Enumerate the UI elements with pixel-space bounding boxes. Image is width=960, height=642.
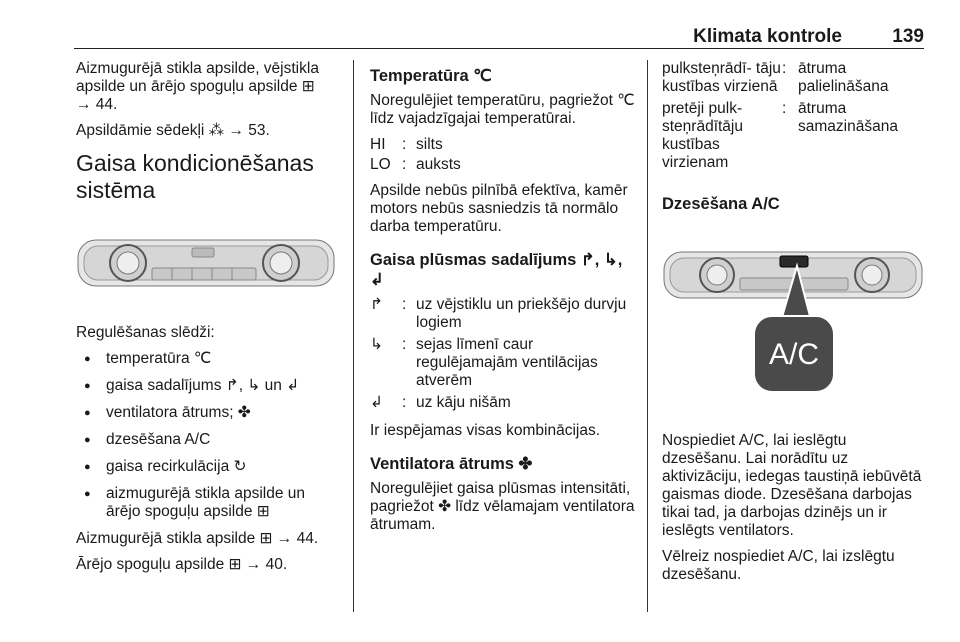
list-item: ● temperatūra ℃	[76, 350, 342, 368]
paragraph-fan: Noregulējiet gaisa plūsmas intensitāti, pagriežot ✤ līdz vēlamajam ventilatora ātrumam.	[370, 480, 635, 533]
paragraph-ac-off: Vēlreiz nospiediet A/C, lai izslēgtu dzesēšanu.	[662, 548, 895, 583]
page-title: Klimata kontrole	[693, 26, 842, 47]
column-right	[662, 60, 924, 592]
paragraph-rear-window: Aizmugurējā stikla apsilde ⊞ → 44.	[76, 530, 319, 547]
row-clockwise: pulksteņrādī- tāju kustības virzienā : ātruma palielināšana	[662, 60, 889, 95]
column-left	[76, 60, 342, 582]
ac-callout-label: A/C	[768, 338, 819, 371]
paragraph-temperature: Noregulējiet temperatūru, pagriežot ℃ līdz vajadzīgajai temperatūrai.	[370, 92, 635, 127]
paragraph-heating: Aizmugurējā stikla apsilde, vējstikla apsilde un ārējo spoguļu apsilde ⊞ → 44.	[76, 60, 319, 113]
list-item: ● gaisa sadalījums ↱, ↳ un ↲	[76, 377, 342, 395]
page-number: 139	[892, 26, 924, 47]
paragraph-air-note: Ir iespējamas visas kombinācijas.	[370, 422, 601, 439]
row-air: ↳ : sejas līmenī caur regulējamajām ventilācijas atverēm	[370, 336, 598, 389]
column-divider-1	[353, 60, 354, 612]
list-item: ● ventilatora ātrums; ✤	[76, 404, 342, 422]
controls-title: Regulēšanas slēdži:	[76, 324, 215, 341]
paragraph-temperature-note: Apsilde nebūs pilnībā efektīva, kamēr motors nebūs sasniedzis tā normālo darba temperatūru.	[370, 182, 628, 235]
paragraph-mirrors: Ārējo spoguļu apsilde ⊞ → 40.	[76, 556, 288, 573]
row-air: ↲ : uz kāju nišām	[370, 394, 511, 411]
control-panel-illustration	[76, 226, 342, 306]
paragraph-seats: Apsildāmie sēdekļi ⁂ → 53.	[76, 122, 270, 139]
paragraph-ac-on: Nospiediet A/C, lai ieslēgtu dzesēšanu. Lai norādītu uz aktivizāciju, iedegas taustiņā iebūvētā gaismas diode. Dzesēšana darbojas tikai tad, ja darbojas dzinējs un ir ieslēgts ventilators.	[662, 432, 922, 539]
section-heading-ac: Gaisa kondicionēšanas sistēma	[76, 150, 314, 203]
column-middle	[370, 60, 636, 542]
list-item: ● dzesēšana A/C	[76, 431, 342, 449]
row-hi: HI : silts	[370, 136, 443, 153]
column-divider-2	[647, 60, 648, 612]
list-item: ● aizmugurējā stikla apsilde un ārējo spoguļu apsilde ⊞	[76, 485, 342, 521]
list-item: ● gaisa recirkulācija ↻	[76, 458, 342, 476]
row-counterclockwise: pretēji pulk- steņrādītāju kustības virzienam : ātruma samazināšana	[662, 100, 898, 171]
heading-air-distribution: Gaisa plūsmas sadalījums ↱, ↳, ↲	[370, 251, 623, 289]
row-lo: LO : auksts	[370, 156, 461, 173]
row-air: ↱ : uz vējstiklu un priekšējo durvju logiem	[370, 296, 627, 331]
controls-list	[76, 350, 342, 521]
heading-temperature: Temperatūra ℃	[370, 67, 492, 85]
ac-button-illustration	[662, 244, 924, 414]
heading-fan-speed: Ventilatora ātrums ✤	[370, 455, 533, 473]
page-header	[74, 0, 924, 49]
heading-cooling: Dzesēšana A/C	[662, 195, 780, 213]
